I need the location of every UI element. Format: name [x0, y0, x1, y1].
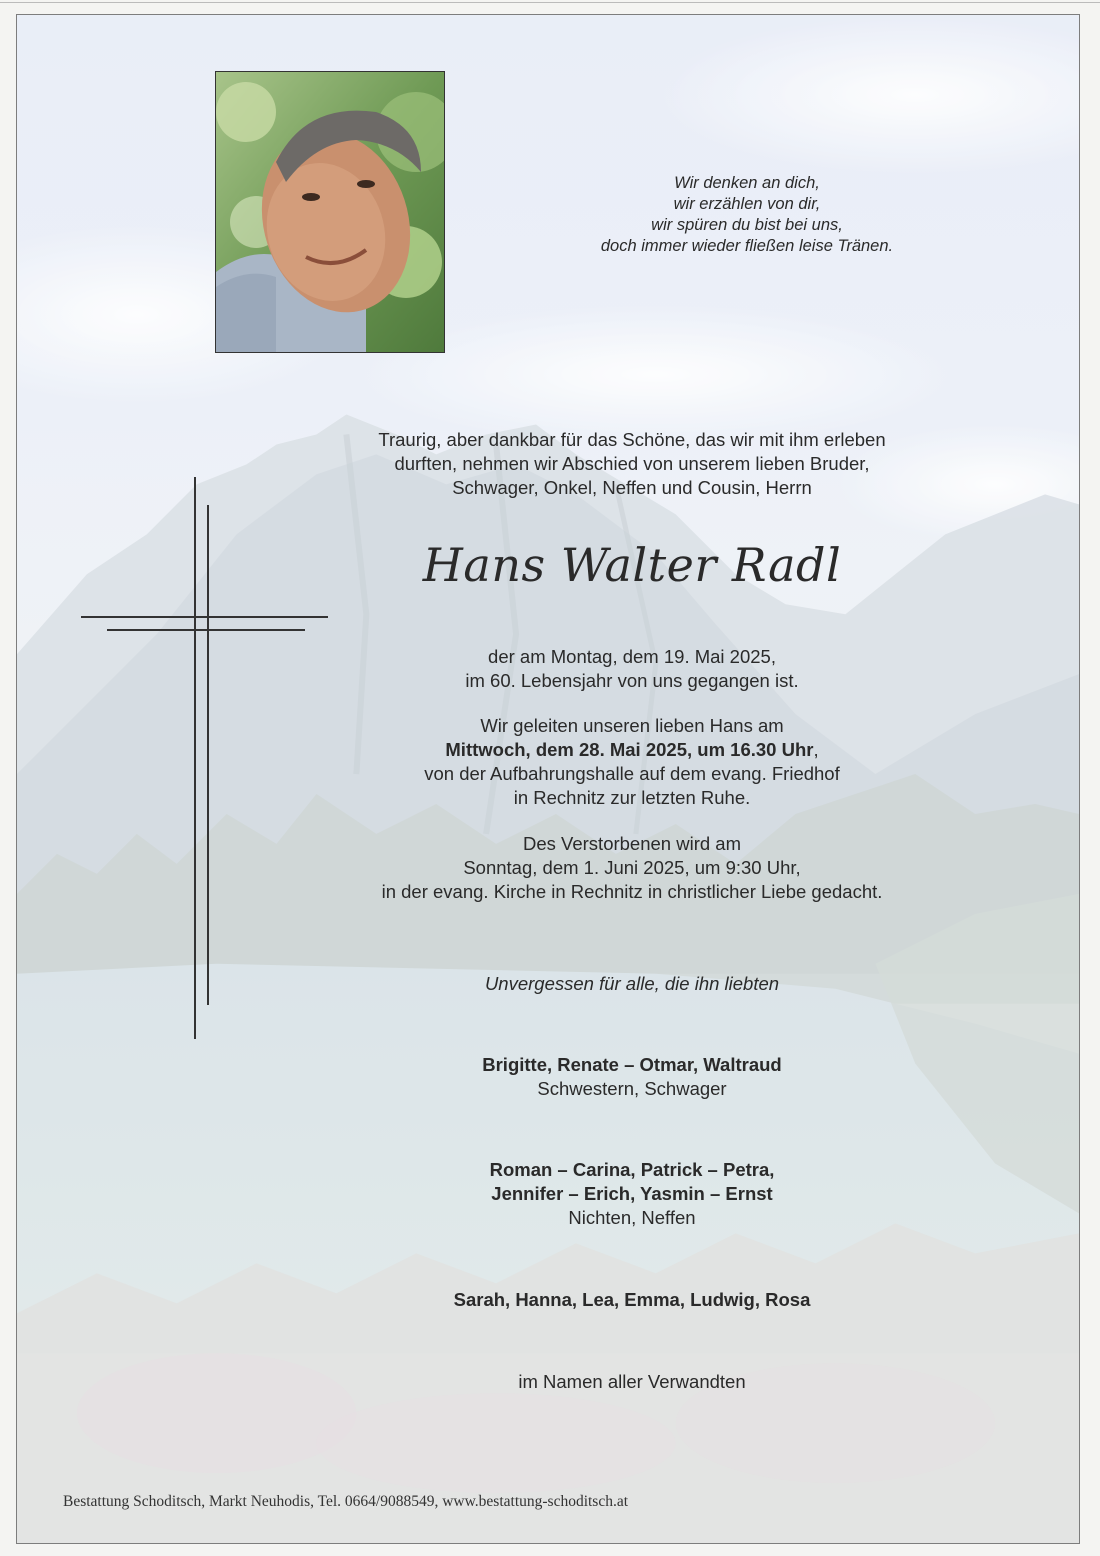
funeral-line: Wir geleiten unseren lieben Hans am — [480, 715, 784, 736]
mourner-names: Brigitte, Renate – Otmar, Waltraud — [482, 1054, 782, 1075]
cross-horizontal-outer — [81, 616, 328, 618]
mourner-relation: Nichten, Neffen — [568, 1207, 696, 1228]
cross-vertical-inner — [207, 505, 209, 1005]
motto: Unvergessen für alle, die ihn liebten — [484, 973, 780, 994]
page-top-edge — [0, 2, 1100, 3]
mourner-group-nieces-nephews — [317, 1158, 947, 1230]
mourner-names: Roman – Carina, Patrick – Petra, — [489, 1159, 775, 1180]
obituary-card — [16, 14, 1080, 1544]
funeral-home-footer: Bestattung Schoditsch, Markt Neuhodis, Tel. 0664/9088549, www.bestattung-schoditsch.at — [63, 1493, 629, 1510]
cross-horizontal-inner — [107, 629, 305, 631]
poem-line: wir spüren du bist bei uns, — [651, 216, 843, 234]
intro-line: Traurig, aber dankbar für das Schöne, das wir mit ihm erleben — [378, 429, 886, 450]
memorial-line: Des Verstorbenen wird am — [523, 833, 741, 854]
deceased-name: Hans Walter Radl — [422, 538, 842, 592]
funeral-date-time: Mittwoch, dem 28. Mai 2025, um 16.30 Uhr — [445, 739, 814, 760]
portrait-photo — [215, 71, 445, 353]
mourner-group-siblings — [317, 1053, 947, 1101]
mourner-names: Sarah, Hanna, Lea, Emma, Ludwig, Rosa — [453, 1289, 811, 1310]
funeral-line: von der Aufbahrungshalle auf dem evang. Friedhof — [424, 763, 840, 784]
funeral-line: in Rechnitz zur letzten Ruhe. — [513, 787, 751, 808]
memorial-service — [317, 832, 947, 904]
poem-line: doch immer wieder fließen leise Tränen. — [600, 237, 894, 255]
poem-line: Wir denken an dich, — [674, 174, 820, 192]
intro-line: durften, nehmen wir Abschied von unserem lieben Bruder, — [394, 453, 870, 474]
poem-line: wir erzählen von dir, — [673, 195, 821, 213]
mourner-names: Jennifer – Erich, Yasmin – Ernst — [491, 1183, 773, 1204]
memorial-line: Sonntag, dem 1. Juni 2025, um 9:30 Uhr, — [463, 857, 801, 878]
memorial-poem — [557, 173, 937, 257]
intro-line: Schwager, Onkel, Neffen und Cousin, Herrn — [452, 477, 812, 498]
intro-text — [317, 428, 947, 500]
mourner-group-children — [317, 1288, 947, 1312]
memorial-line: in der evang. Kirche in Rechnitz in christlicher Liebe gedacht. — [381, 881, 883, 902]
mourner-relation: Schwestern, Schwager — [537, 1078, 727, 1099]
death-info — [317, 645, 947, 693]
cross-vertical-outer — [194, 477, 196, 1039]
closing-line: im Namen aller Verwandten — [518, 1371, 746, 1392]
death-info-line: der am Montag, dem 19. Mai 2025, — [488, 646, 776, 667]
funeral-info — [317, 714, 947, 810]
funeral-date-comma: , — [813, 739, 819, 760]
death-info-line: im 60. Lebensjahr von uns gegangen ist. — [465, 670, 799, 691]
